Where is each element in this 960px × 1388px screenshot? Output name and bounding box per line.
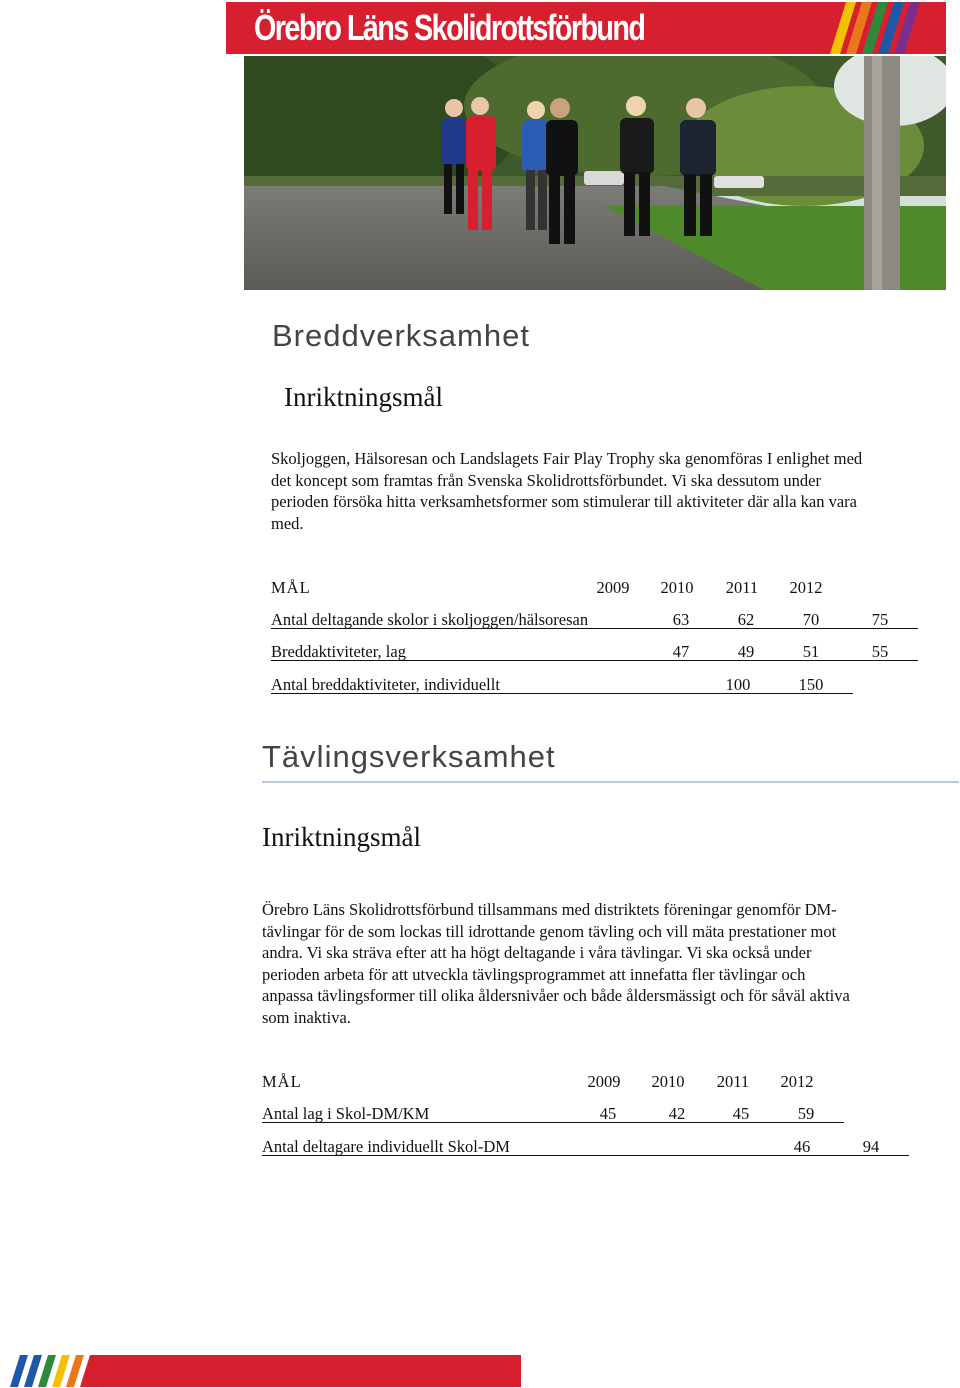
table-header-year: 2009 — [587, 1072, 621, 1091]
table-header-year: 2010 — [660, 578, 694, 597]
table-cell: 45 — [732, 1104, 750, 1123]
stripes-logo — [816, 2, 946, 54]
footer-stripes — [6, 1355, 96, 1387]
table-cell: 150 — [798, 675, 824, 694]
table-row-rule — [262, 1155, 909, 1156]
section1-paragraph — [271, 448, 931, 534]
paragraph-line: andra. Vi ska sträva efter att ha högt deltagande i våra tävlingar. Vi ska också under — [262, 943, 812, 962]
table-cell: 51 — [802, 642, 820, 661]
header-photo — [244, 56, 946, 290]
paragraph-line: Örebro Läns Skolidrottsförbund tillsammans med distriktets föreningar genomför DM- — [262, 900, 837, 919]
table-row-label: Antal deltagande skolor i skoljoggen/hälsoresan — [271, 610, 589, 629]
section-subheading: Inriktningsmål — [262, 822, 421, 852]
table-cell: 49 — [737, 642, 755, 661]
section-divider — [262, 781, 959, 783]
table-cell: 55 — [871, 642, 889, 661]
table-header-year: 2009 — [596, 578, 630, 597]
table-row-rule — [262, 1122, 844, 1123]
table-cell: 45 — [599, 1104, 617, 1123]
paragraph-line: anpassa tävlingsformer till olika åldersnivåer och både åldersmässigt och för såväl aktiva — [262, 986, 850, 1005]
paragraph-line: perioden arbeta för att utveckla tävlingsprogrammet att innefatta fler tävlingar och — [262, 964, 806, 984]
section-heading-breddverksamhet: Breddverksamhet — [272, 318, 530, 353]
section-heading-tavlingsverksamhet: Tävlingsverksamhet — [262, 739, 556, 774]
table-cell: 63 — [672, 610, 690, 629]
table-cell: 75 — [871, 610, 889, 629]
table-cell: 62 — [737, 610, 755, 629]
table-row-label: Antal breddaktiviteter, individuellt — [271, 675, 500, 694]
table-row-label: Breddaktiviteter, lag — [271, 642, 406, 661]
paragraph-line: med. — [271, 513, 304, 533]
paragraph-line: Skoljoggen, Hälsoresan och Landslagets Fair Play Trophy ska genomföras I enlighet med — [271, 449, 863, 468]
section2-paragraph — [262, 899, 922, 1028]
footer-bar — [6, 1355, 521, 1387]
table-header-label: MÅL — [262, 1072, 302, 1091]
paragraph-line: det koncept som framtas från Svenska Skolidrottsförbundet. Vi ska dessutom under — [271, 470, 821, 490]
paragraph-line: som inaktiva. — [262, 1007, 351, 1027]
table-header-year: 2012 — [780, 1072, 814, 1091]
table-header-year: 2010 — [651, 1072, 685, 1091]
table-cell: 59 — [797, 1104, 815, 1123]
table-cell: 46 — [793, 1137, 811, 1156]
table-row-label: Antal lag i Skol-DM/KM — [262, 1104, 430, 1123]
table-cell: 42 — [668, 1104, 686, 1123]
header-banner — [226, 2, 946, 54]
table-row-rule — [271, 628, 918, 629]
table-row-label: Antal deltagare individuellt Skol-DM — [262, 1137, 510, 1156]
table-header-year: 2012 — [789, 578, 823, 597]
table-cell: 100 — [725, 675, 751, 694]
table-cell: 70 — [802, 610, 820, 629]
paragraph-line: tävlingar för de som lockas till idrottande genom tävling och vill mäta prestationer mot — [262, 921, 837, 941]
table-header-year: 2011 — [725, 578, 759, 597]
table-cell: 47 — [672, 642, 690, 661]
table-header-year: 2011 — [716, 1072, 750, 1091]
table-row-rule — [271, 660, 918, 661]
table-row-rule — [271, 693, 853, 694]
table-header-label: MÅL — [271, 578, 311, 597]
paragraph-line: perioden försöka hitta verksamhetsformer som stimulerar till aktiviteter där alla kan vara — [271, 492, 857, 511]
org-title: Örebro Läns Skolidrottsförbund — [254, 7, 645, 48]
section-subheading: Inriktningsmål — [284, 382, 443, 412]
table-cell: 94 — [862, 1137, 880, 1156]
